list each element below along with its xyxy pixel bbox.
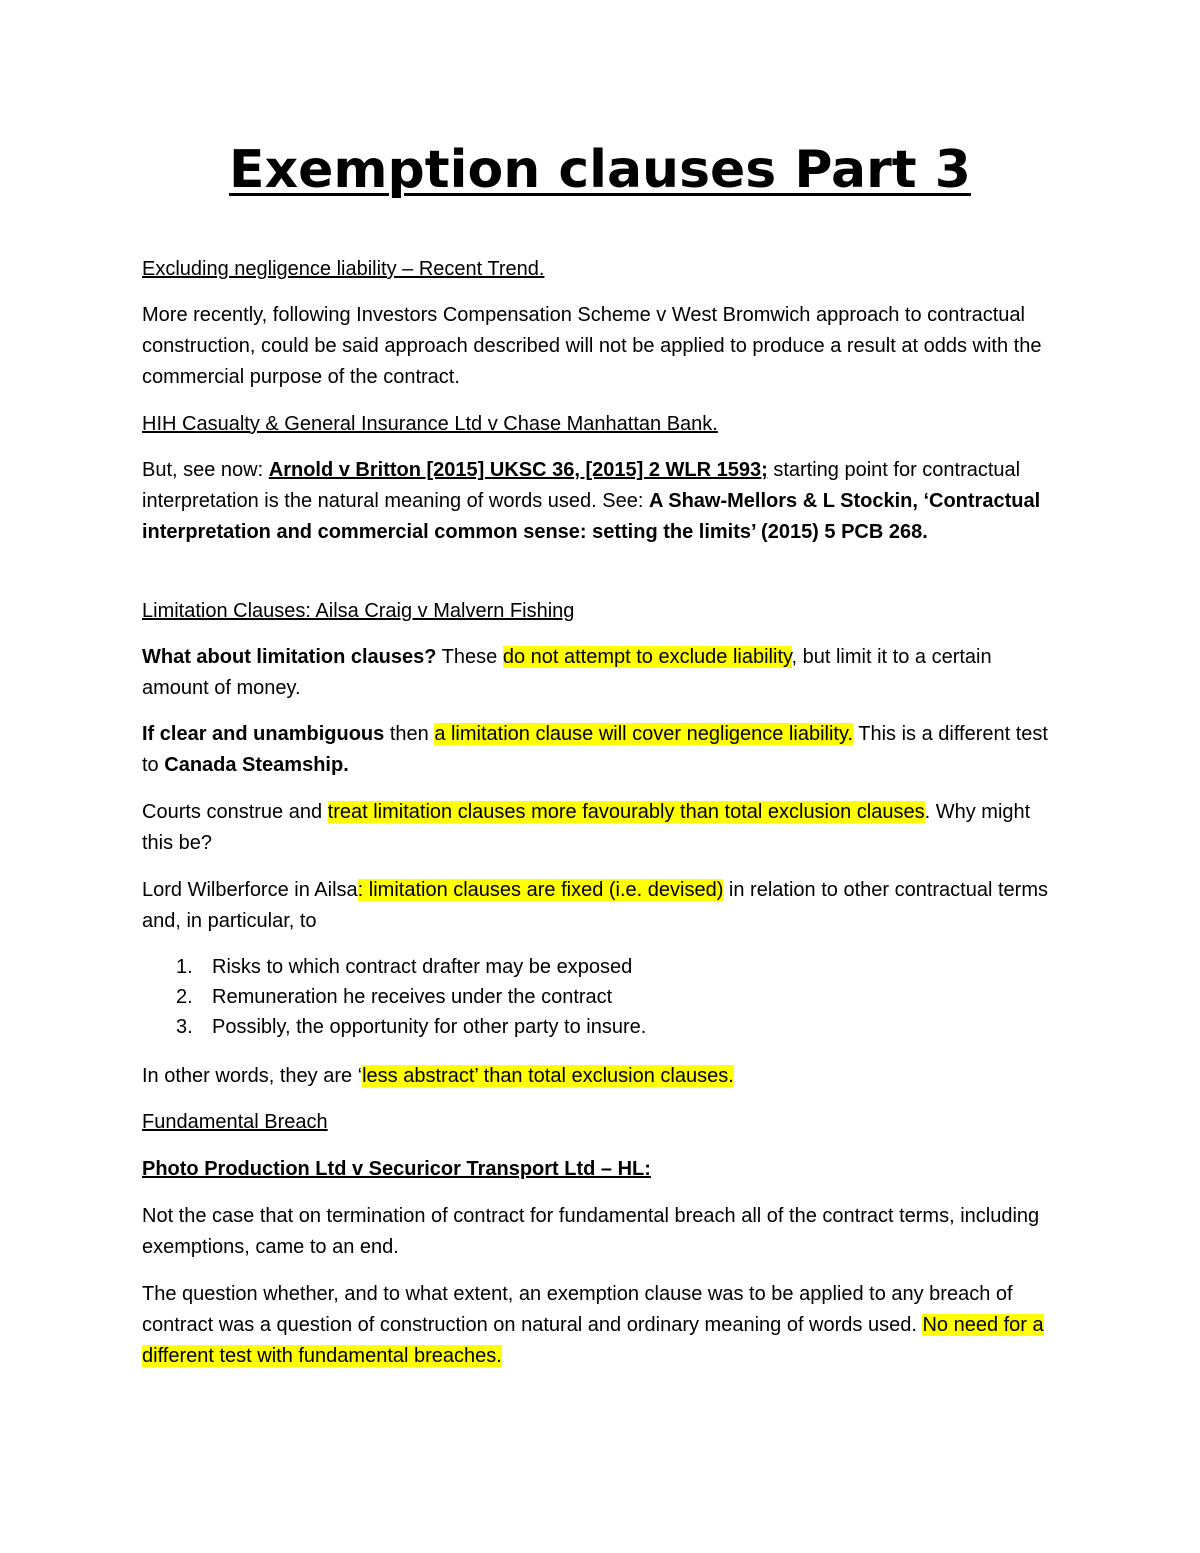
paragraph-clear-unambiguous <box>142 719 1062 781</box>
text-run: But, see now: <box>142 459 269 481</box>
case-citation-arnold: Arnold v Britton [2015] UKSC 36, [2015] 2 WLR 1593; <box>268 459 768 481</box>
text-run-bold: Canada Steamship. <box>164 754 349 776</box>
list-item <box>142 1012 1062 1042</box>
text-run: in relation to other contractual terms and, in particular, to <box>142 879 1048 932</box>
paragraph-limitation-clauses <box>142 642 1062 704</box>
text-run: The question whether, and to what extent, an exemption clause was to be applied to any breach of contract was a question of construction on natural and ordinary meaning of words used. <box>142 1283 1013 1336</box>
highlighted-text: do not attempt to exclude liability <box>502 646 792 668</box>
text-run: , but limit it to a certain amount of money. <box>142 646 992 699</box>
highlighted-text: treat limitation clauses more favourably than total exclusion clauses <box>327 801 925 823</box>
text-run: These <box>436 646 503 668</box>
paragraph-courts-construe <box>142 797 1062 859</box>
list-number: 2. <box>176 986 193 1008</box>
highlighted-text: : limitation clauses are fixed (i.e. devised) <box>357 879 724 901</box>
list-number: 1. <box>176 956 193 978</box>
list-item-text: Possibly, the opportunity for other party to insure. <box>212 1016 647 1038</box>
list-item-text: Risks to which contract drafter may be exposed <box>212 956 633 978</box>
text-run: . Why might this be? <box>142 801 1031 854</box>
section-heading-negligence: Excluding negligence liability – Recent Trend. <box>142 258 545 280</box>
list-item <box>142 982 1062 1012</box>
text-run: starting point for contractual interpretation is the natural meaning of words used. See: <box>142 459 1021 512</box>
list-number: 3. <box>176 1016 193 1038</box>
text-run: then <box>384 723 435 745</box>
paragraph-other-words <box>142 1061 1062 1092</box>
case-citation-hih: HIH Casualty & General Insurance Ltd v Chase Manhattan Bank. <box>142 413 718 435</box>
numbered-list <box>142 952 1062 1042</box>
paragraph-termination: Not the case that on termination of contract for fundamental breach all of the contract terms, including exemptions, came to an end. <box>142 1205 1040 1258</box>
list-item-text: Remuneration he receives under the contract <box>212 986 613 1008</box>
section-heading-fundamental-breach: Fundamental Breach <box>142 1111 328 1133</box>
section-heading-limitation: Limitation Clauses: Ailsa Craig v Malvern Fishing <box>142 600 575 622</box>
text-run: This is a different test to <box>142 723 1048 776</box>
article-citation: A Shaw-Mellors & L Stockin, ‘Contractual interpretation and commercial common sense: setting the limits’ (2015) 5 PCB 268. <box>142 490 1041 543</box>
paragraph-lord-wilberforce <box>142 875 1062 937</box>
case-citation-photo-production: Photo Production Ltd v Securicor Transport Ltd – HL: <box>142 1158 651 1180</box>
text-run-bold: What about limitation clauses? <box>142 646 437 668</box>
text-run: Courts construe and <box>142 801 328 823</box>
page-title: Exemption clauses Part 3 <box>229 140 971 200</box>
list-item <box>142 952 1062 982</box>
paragraph-question-whether <box>142 1279 1062 1372</box>
highlighted-text: a limitation clause will cover negligence liability. <box>434 723 854 745</box>
highlighted-text: less abstract’ than total exclusion clauses. <box>362 1065 734 1087</box>
paragraph-arnold-britton <box>142 455 1062 548</box>
highlighted-text: No need for a different test with fundamental breaches. <box>142 1314 1044 1367</box>
text-run: Lord Wilberforce in Ailsa <box>142 879 358 901</box>
text-run-bold: If clear and unambiguous <box>142 723 385 745</box>
text-run: In other words, they are ‘ <box>142 1065 363 1087</box>
paragraph-recent-trend: More recently, following Investors Compensation Scheme v West Bromwich approach to contractual construction, could be said approach described will not be applied to produce a result at odds with the commercial purpose of the contract. <box>142 304 1042 388</box>
